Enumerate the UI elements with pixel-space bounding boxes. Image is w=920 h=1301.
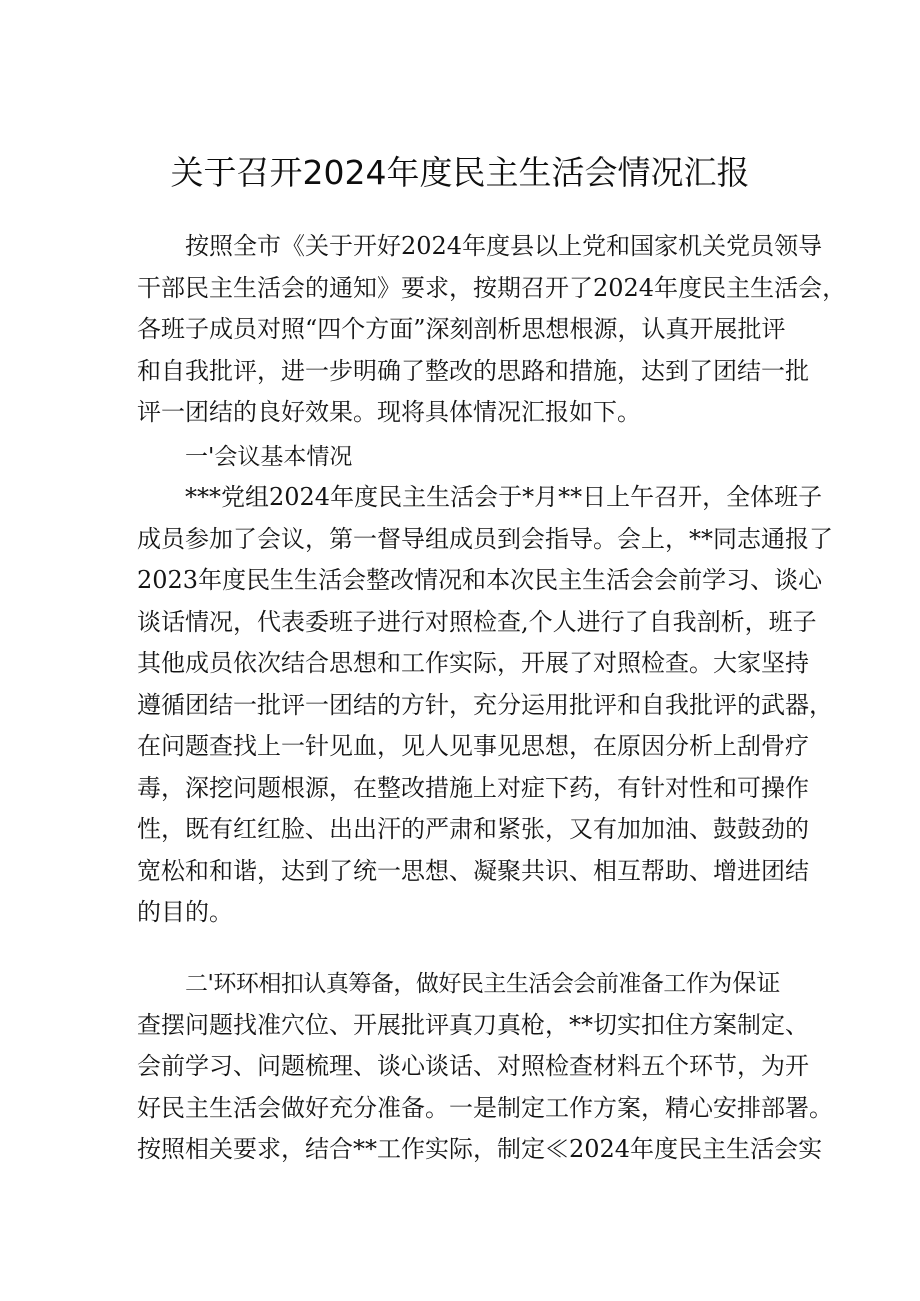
section-heading-1: 一'会议基本情况: [185, 444, 353, 470]
paragraph-line: 按照全市《关于开好2024年度县以上党和国家机关党员领导: [185, 232, 823, 260]
paragraph-line: 各班子成员对照“四个方面”深刻剖析思想根源，认真开展批评: [137, 315, 786, 343]
paragraph-line: 会前学习、问题梳理、谈心谈话、对照检查材料五个环节，为开: [137, 1052, 809, 1080]
meeting-paragraph: [137, 477, 833, 934]
paragraph-line: 宽松和和谐，达到了统一思想、凝聚共识、相互帮助、增进团结: [137, 856, 809, 885]
paragraph-line: ***党组2024年度民主生活会于*月**日上午召开，全体班子: [185, 483, 823, 511]
paragraph-line: 毒，深挖问题根源，在整改措施上对症下药，有针对性和可操作: [137, 773, 809, 802]
document-title: 关于召开2024年度民主生活会情况汇报: [170, 153, 750, 192]
paragraph-line: 其他成员依次结合思想和工作实际，开展了对照检查。大家坚持: [137, 649, 809, 677]
paragraph-line: 干部民主生活会的通知》要求，按期召开了2024年度民主生活会，: [137, 273, 847, 302]
intro-paragraph: [137, 226, 847, 434]
paragraph-line: 按照相关要求，结合**工作实际，制定≪2024年度民主生活会实: [137, 1135, 823, 1163]
paragraph-line: 成员参加了会议，第一督导组成员到会指导。会上，**同志通报了: [137, 524, 833, 553]
paragraph-line: 和自我批评，进一步明确了整改的思路和措施，达到了团结一批: [137, 356, 809, 385]
paragraph-text: 为保证: [708, 969, 781, 997]
paragraph-line-with-heading: [137, 963, 797, 1005]
paragraph-line: 在问题查找上一针见血，见人见事见思想，在原因分析上刮骨疗: [137, 732, 809, 760]
paragraph-line: 谈话情况，代表委班子进行对照检查,个人进行了自我剖析，班子: [137, 607, 817, 636]
paragraph-line: 评一团结的良好效果。现将具体情况汇报如下。: [137, 398, 641, 426]
paragraph-line: 2023年度民生生活会整改情况和本次民主生活会会前学习、谈心: [137, 566, 823, 594]
paragraph-line: 性，既有红红脸、出出汗的严肃和紧张，又有加加油、鼓鼓劲的: [137, 815, 809, 843]
paragraph-line: 的目的。: [137, 898, 233, 926]
paragraph-line: 遵循团结一批评一团结的方针，充分运用批评和自我批评的武器，: [137, 690, 833, 719]
section-heading-2: 二'环环相扣认真筹备，做好民主生活会会前准备工作: [185, 971, 709, 997]
paragraph-line: 查摆问题找准穴位、开展批评真刀真枪，**切实扣住方案制定、: [137, 1010, 809, 1039]
preparation-paragraph: [137, 963, 833, 1171]
paragraph-line: 好民主生活会做好充分准备。一是制定工作方案，精心安排部署。: [137, 1093, 833, 1122]
